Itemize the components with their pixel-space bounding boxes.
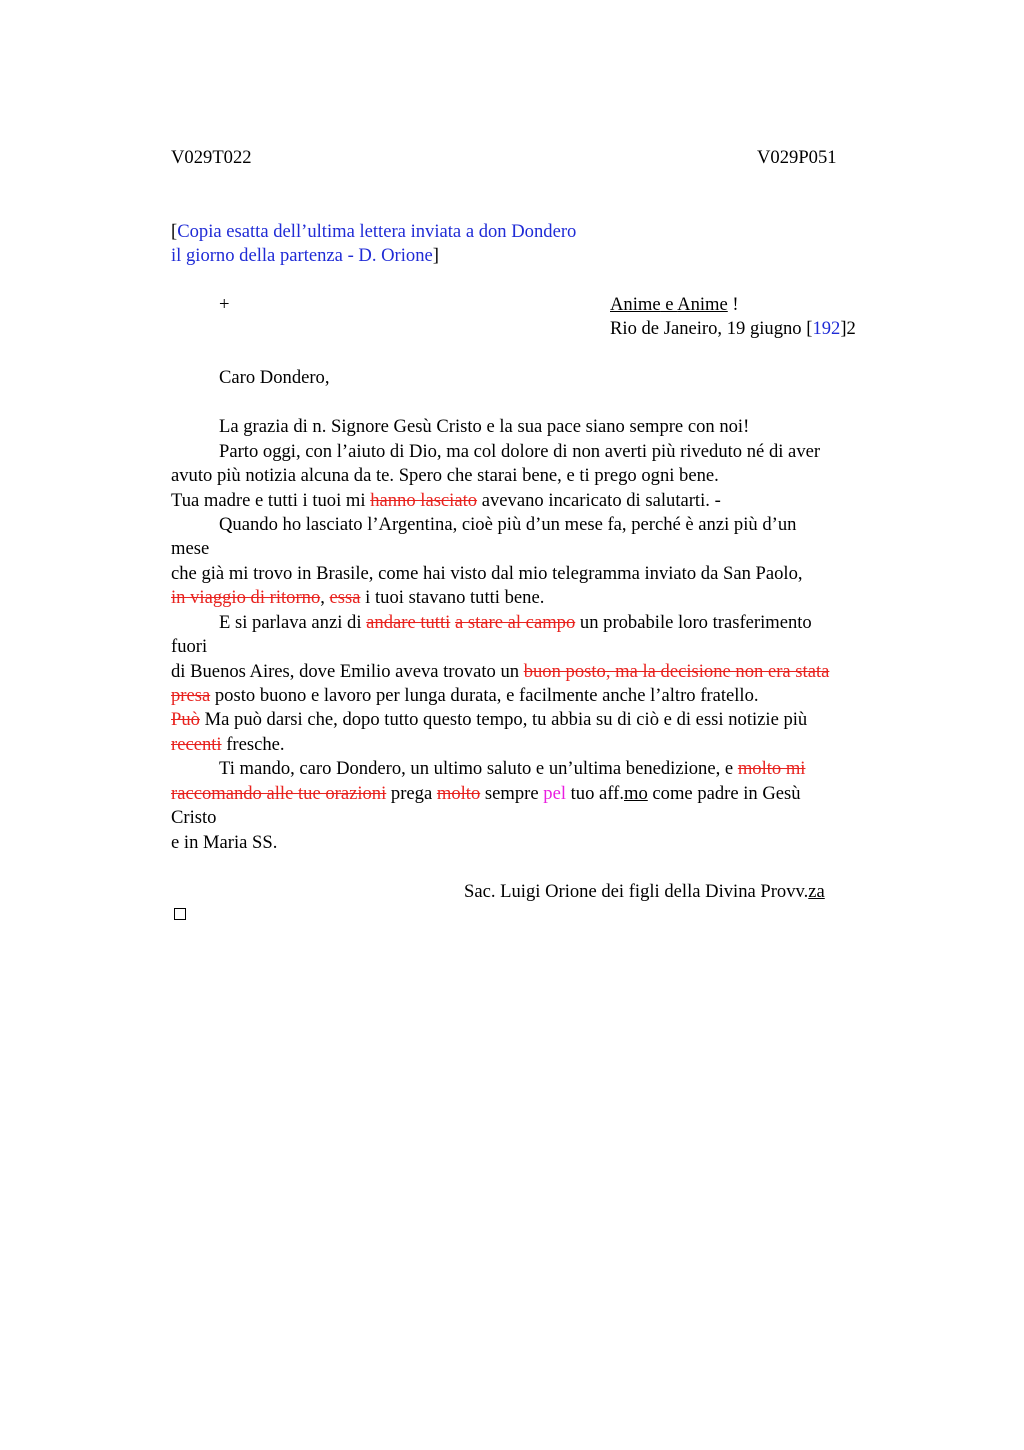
text-run: posto buono e lavoro per lunga durata, e facilmente anche l’altro fratello. <box>210 685 759 706</box>
bracket-open: [ <box>171 221 178 242</box>
body-line <box>171 782 801 806</box>
deleted-text: essa <box>329 587 361 608</box>
deleted-text: molto mi <box>737 758 806 779</box>
signature-abbrev: za <box>808 881 825 902</box>
body-line: Parto oggi, con l’aiuto di Dio, ma col dolore di non averti più riveduto né di aver <box>219 441 821 462</box>
header-right-code: V029P051 <box>757 147 837 168</box>
text-run: di Buenos Aires, dove Emilio aveva trovato un <box>171 661 524 682</box>
text-run: Ti mando, caro Dondero, un ultimo saluto e un’ultima benedizione, e <box>219 758 738 779</box>
editor-note-line-2 <box>171 244 439 268</box>
body-line <box>219 757 805 781</box>
deleted-text: raccomando alle tue orazioni <box>171 783 387 804</box>
motto-word-2: Anime <box>677 294 728 315</box>
body-line <box>171 489 721 513</box>
deleted-text: recenti <box>171 734 222 755</box>
text-run: avevano incaricato di salutarti. - <box>477 490 721 511</box>
text-run: Tua madre e tutti i tuoi mi <box>171 490 371 511</box>
text-run: , <box>320 587 330 608</box>
text-run: fresche. <box>221 734 285 755</box>
body-line: che già mi trovo in Brasile, come hai visto dal mio telegramma inviato da San Paolo, <box>171 563 803 584</box>
body-line <box>219 611 812 635</box>
body-line: La grazia di n. Signore Gesù Cristo e la sua pace siano sempre con noi! <box>219 416 750 437</box>
text-run: Ma può darsi che, dopo tutto questo tempo, tu abbia su di ciò e di essi notizie più <box>199 709 808 730</box>
date-line <box>610 317 856 341</box>
body-line <box>171 708 807 732</box>
deleted-text: buon posto, ma la decisione non era stata <box>523 661 830 682</box>
text-run: tuo aff. <box>565 783 624 804</box>
body-line: avuto più notizia alcuna da te. Spero che starai bene, e ti prego ogni bene. <box>171 465 719 486</box>
motto <box>610 293 739 317</box>
deleted-text: molto <box>436 783 481 804</box>
editor-note-text-2: il giorno della partenza - D. Orione <box>171 245 433 266</box>
motto-after: ! <box>727 294 739 315</box>
editor-note-text-1: Copia esatta dell’ultima lettera inviata a don Dondero <box>177 221 577 242</box>
body-line: Cristo <box>171 807 217 828</box>
editor-note-line-1 <box>171 220 576 244</box>
body-line: mese <box>171 538 210 559</box>
text-run: come padre in Gesù <box>647 783 801 804</box>
text-run: sempre <box>480 783 544 804</box>
text-run: prega <box>386 783 437 804</box>
body-line <box>171 733 285 757</box>
deleted-text: presa <box>171 685 211 706</box>
date-year-part: 192 <box>812 318 841 339</box>
body-line <box>171 660 829 684</box>
cross-symbol: + <box>219 294 230 315</box>
deleted-text: hanno lasciato <box>370 490 478 511</box>
date-suffix: ]2 <box>840 318 856 339</box>
body-line <box>171 586 544 610</box>
deleted-text: Può <box>171 709 200 730</box>
motto-mid: e <box>660 294 678 315</box>
text-run: i tuoi stavano tutti bene. <box>360 587 545 608</box>
bracket-close: ] <box>432 245 439 266</box>
inserted-text: pel <box>543 783 566 804</box>
text-run: un probabile loro trasferimento <box>575 612 812 633</box>
deleted-text: in viaggio di ritorno <box>171 587 321 608</box>
body-line <box>171 684 759 708</box>
motto-word-1: Anime <box>610 294 661 315</box>
greeting: Caro Dondero, <box>219 367 330 388</box>
header-left-code: V029T022 <box>171 147 252 168</box>
deleted-text: andare tutti <box>366 612 451 633</box>
body-line: e in Maria SS. <box>171 832 278 853</box>
underlined-text: mo <box>624 783 648 804</box>
deleted-text: a stare al campo <box>454 612 576 633</box>
text-run: E si parlava anzi di <box>219 612 367 633</box>
body-line: Quando ho lasciato l’Argentina, cioè più d’un mese fa, perché è anzi più d’un <box>219 514 797 535</box>
signature-text: Sac. Luigi Orione dei figli della Divina Provv. <box>464 881 809 902</box>
date-prefix: Rio de Janeiro, 19 giugno [ <box>610 318 813 339</box>
checkbox-square-icon <box>174 908 186 920</box>
signature <box>464 880 825 904</box>
body-line: fuori <box>171 636 208 657</box>
